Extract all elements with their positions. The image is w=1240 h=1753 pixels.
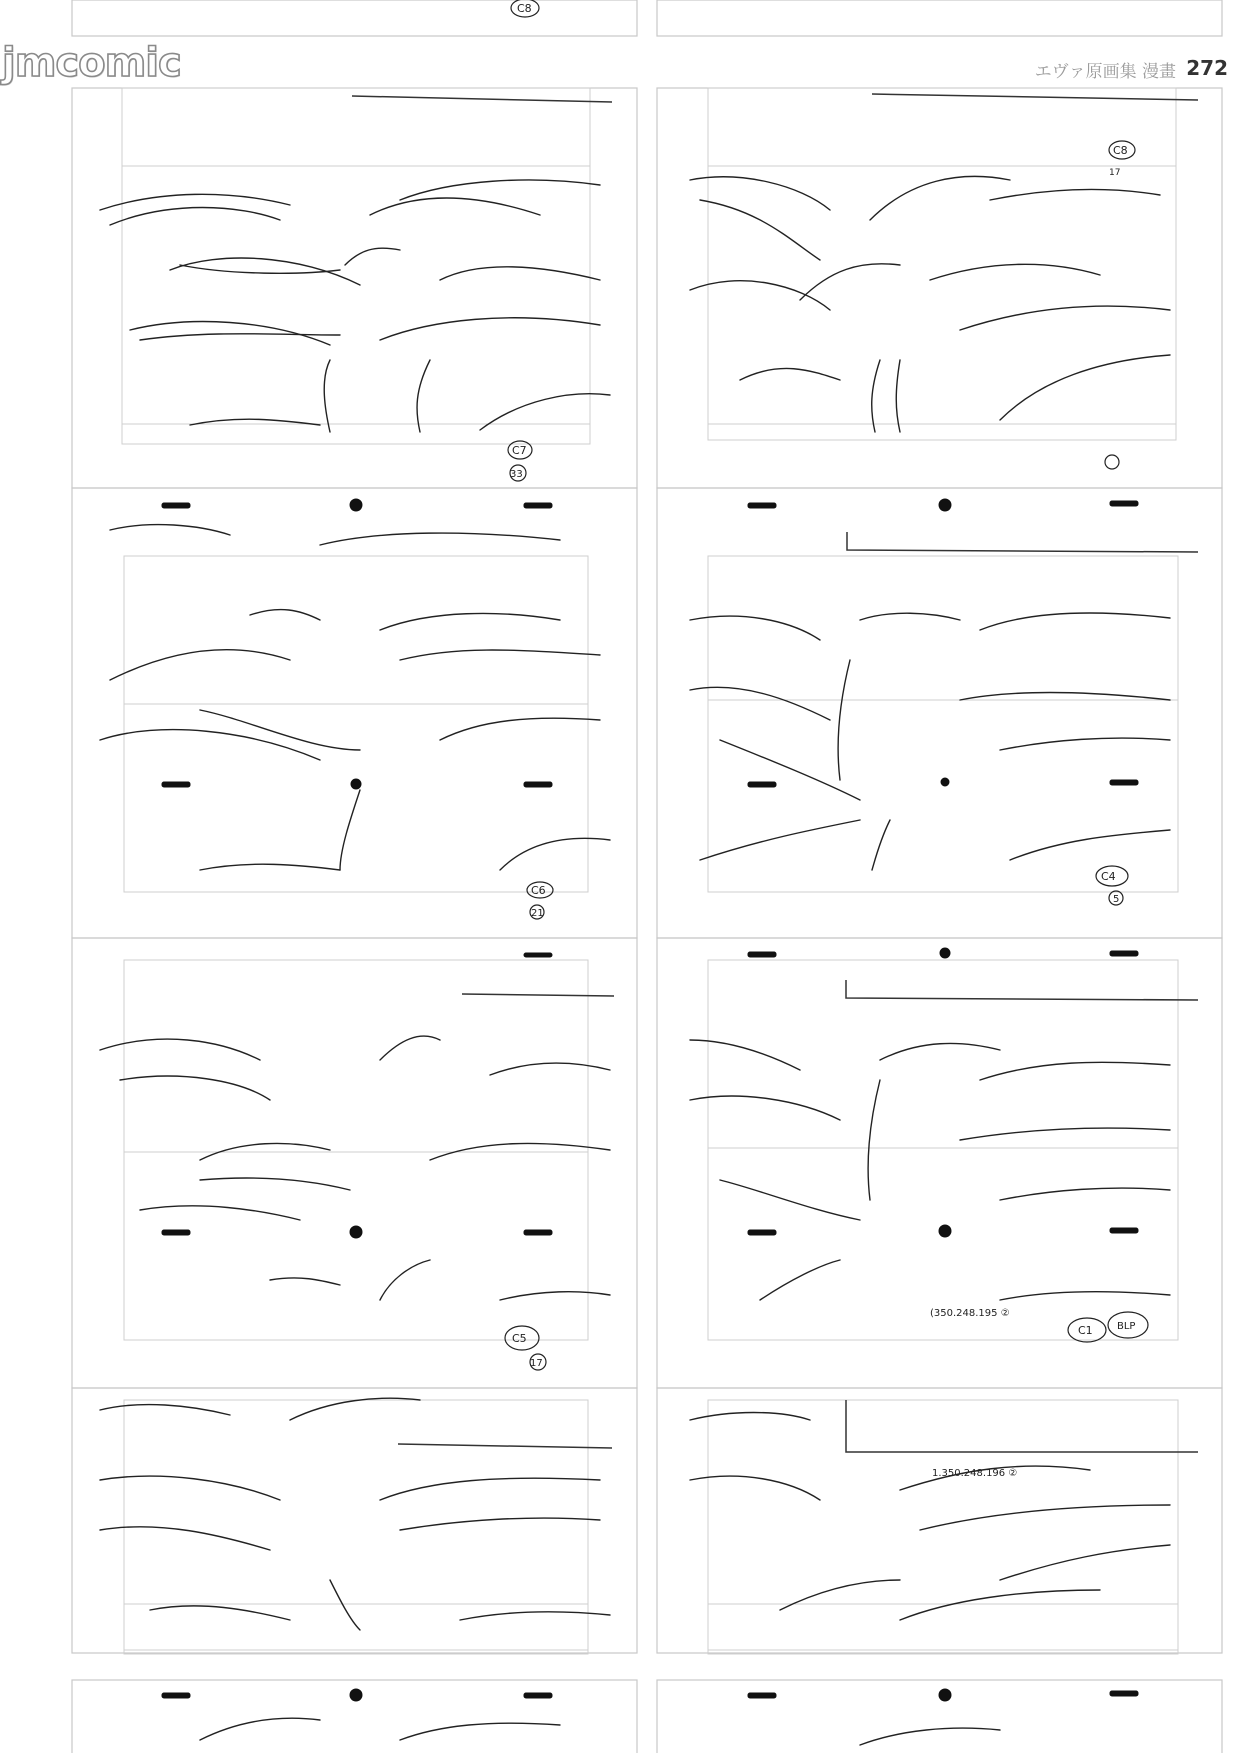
header-title: エヴァ原画集 漫畫 [1034, 62, 1176, 82]
panel-frames [72, 0, 1222, 1753]
cut-label: C8 [517, 2, 532, 15]
handwritten-note: (350.248.195 ② [930, 1308, 1010, 1319]
cut-number: 21 [531, 908, 544, 919]
cut-label: C6 [531, 884, 546, 897]
cut-label: C8 [1113, 144, 1128, 157]
handwritten-note: BLP [1117, 1321, 1136, 1332]
cut-label: C1 [1078, 1324, 1093, 1337]
smoke-sketch [100, 176, 1170, 1745]
cut-label: C7 [512, 444, 527, 457]
cut-number: 33 [510, 469, 523, 480]
cut-markers [505, 0, 1148, 1370]
page-number: 272 [1186, 56, 1228, 80]
cut-marker-labels [510, 2, 1135, 1479]
guide-lines [352, 94, 1198, 1452]
cut-label: C5 [512, 1332, 527, 1345]
cut-number: 5 [1113, 894, 1120, 905]
cut-number: 17 [1109, 168, 1121, 178]
watermark-logo: jmcomic [2, 40, 181, 86]
cut-number: 17 [530, 1358, 543, 1369]
inner-frames [122, 88, 1178, 1654]
registration-marks [162, 499, 1138, 1701]
handwritten-note: 1.350.248.196 ② [932, 1468, 1018, 1479]
cut-label: C4 [1101, 870, 1116, 883]
